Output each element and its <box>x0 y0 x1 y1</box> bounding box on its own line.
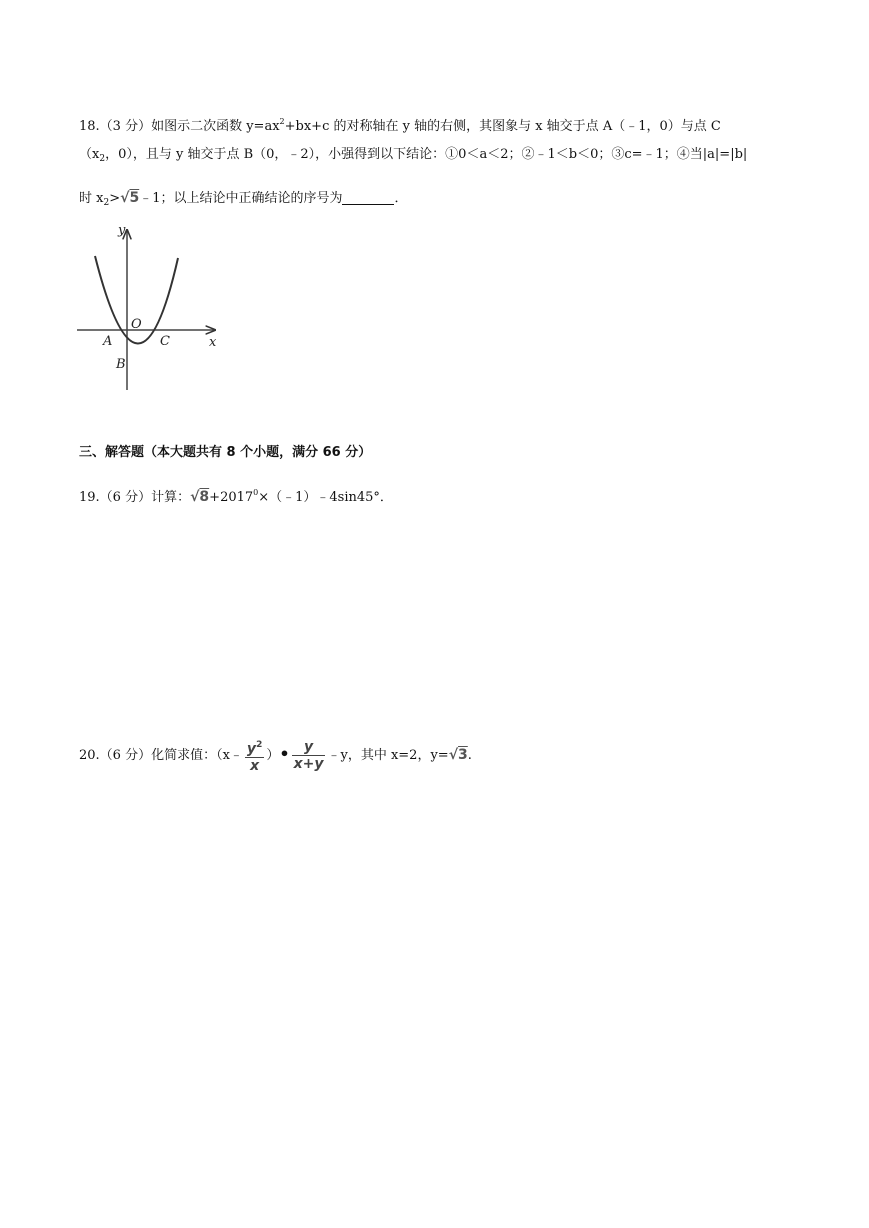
answer-blank[interactable] <box>342 190 394 205</box>
fraction-y-over-xy <box>292 739 326 772</box>
q19-expr: +2017 <box>209 490 254 505</box>
parabola-graph <box>75 220 225 395</box>
frac1-denominator: x <box>245 757 264 774</box>
q18-text-1: 18.（3 分）如图示二次函数 y=ax <box>79 119 280 134</box>
q19-sup: 0 <box>253 488 259 497</box>
q18-line1 <box>79 113 721 136</box>
q19-prefix: 19.（6 分）计算： <box>79 490 191 505</box>
q20-prefix: 20.（6 分）化简求值：（x﹣ <box>79 748 243 763</box>
sqrt-8-radicand: 8 <box>199 489 210 505</box>
q18-text-3a: 时 x <box>79 191 104 206</box>
q18-sub-2: 2 <box>99 154 106 164</box>
q18-sup: 2 <box>279 117 285 126</box>
q20-end: . <box>467 748 472 763</box>
sqrt-3-radicand: 3 <box>458 747 468 763</box>
frac1-numerator <box>245 737 264 757</box>
multiply-dot: • <box>279 744 290 763</box>
frac1-power: 2 <box>256 740 263 750</box>
q18-text-3c: ﹣1；以上结论中正确结论的序号为 <box>139 191 343 206</box>
q20-rest: ﹣y，其中 x=2，y= <box>327 748 449 763</box>
q18-line2 <box>79 146 747 168</box>
q18-sub-3: 2 <box>103 198 110 208</box>
q18-line3 <box>79 189 408 212</box>
q19-line <box>79 484 393 507</box>
frac1-num-var: y <box>246 741 257 757</box>
label-b: B <box>116 357 126 372</box>
q18-text-3d: ． <box>394 191 408 206</box>
sqrt-8: √8 <box>190 489 210 505</box>
label-y: y <box>118 223 126 238</box>
label-c: C <box>160 334 170 349</box>
q20-line <box>79 733 472 777</box>
label-a: A <box>103 334 113 349</box>
sqrt-3: √3 <box>448 747 468 763</box>
section-heading: 三、解答题（本大题共有 8 个小题，满分 66 分） <box>79 445 372 460</box>
fraction-y2-over-x <box>245 737 264 774</box>
q18-text-1b: +bx+c 的对称轴在 y 轴的右侧，其图象与 x 轴交于点 A（﹣1，0）与点 C <box>284 119 721 134</box>
label-o: O <box>131 317 142 332</box>
label-x: x <box>209 335 217 350</box>
sqrt-5: √5 <box>120 190 140 206</box>
q19-rest: ×（﹣1）﹣4sin45°． <box>258 490 393 505</box>
q18-text-2b: ，0），且与 y 轴交于点 B（0，﹣2），小强得到以下结论：①0＜a＜2；②﹣1＜b＜0；③c=﹣1；④当|a|=|b| <box>105 147 748 162</box>
q18-text-3b: > <box>109 191 121 206</box>
q18-text-2a: （x <box>79 147 100 162</box>
frac2-denominator: x+y <box>293 756 324 772</box>
frac2-numerator: y <box>303 739 314 755</box>
sqrt-5-radicand: 5 <box>129 190 140 206</box>
q20-close: ） <box>266 748 280 763</box>
